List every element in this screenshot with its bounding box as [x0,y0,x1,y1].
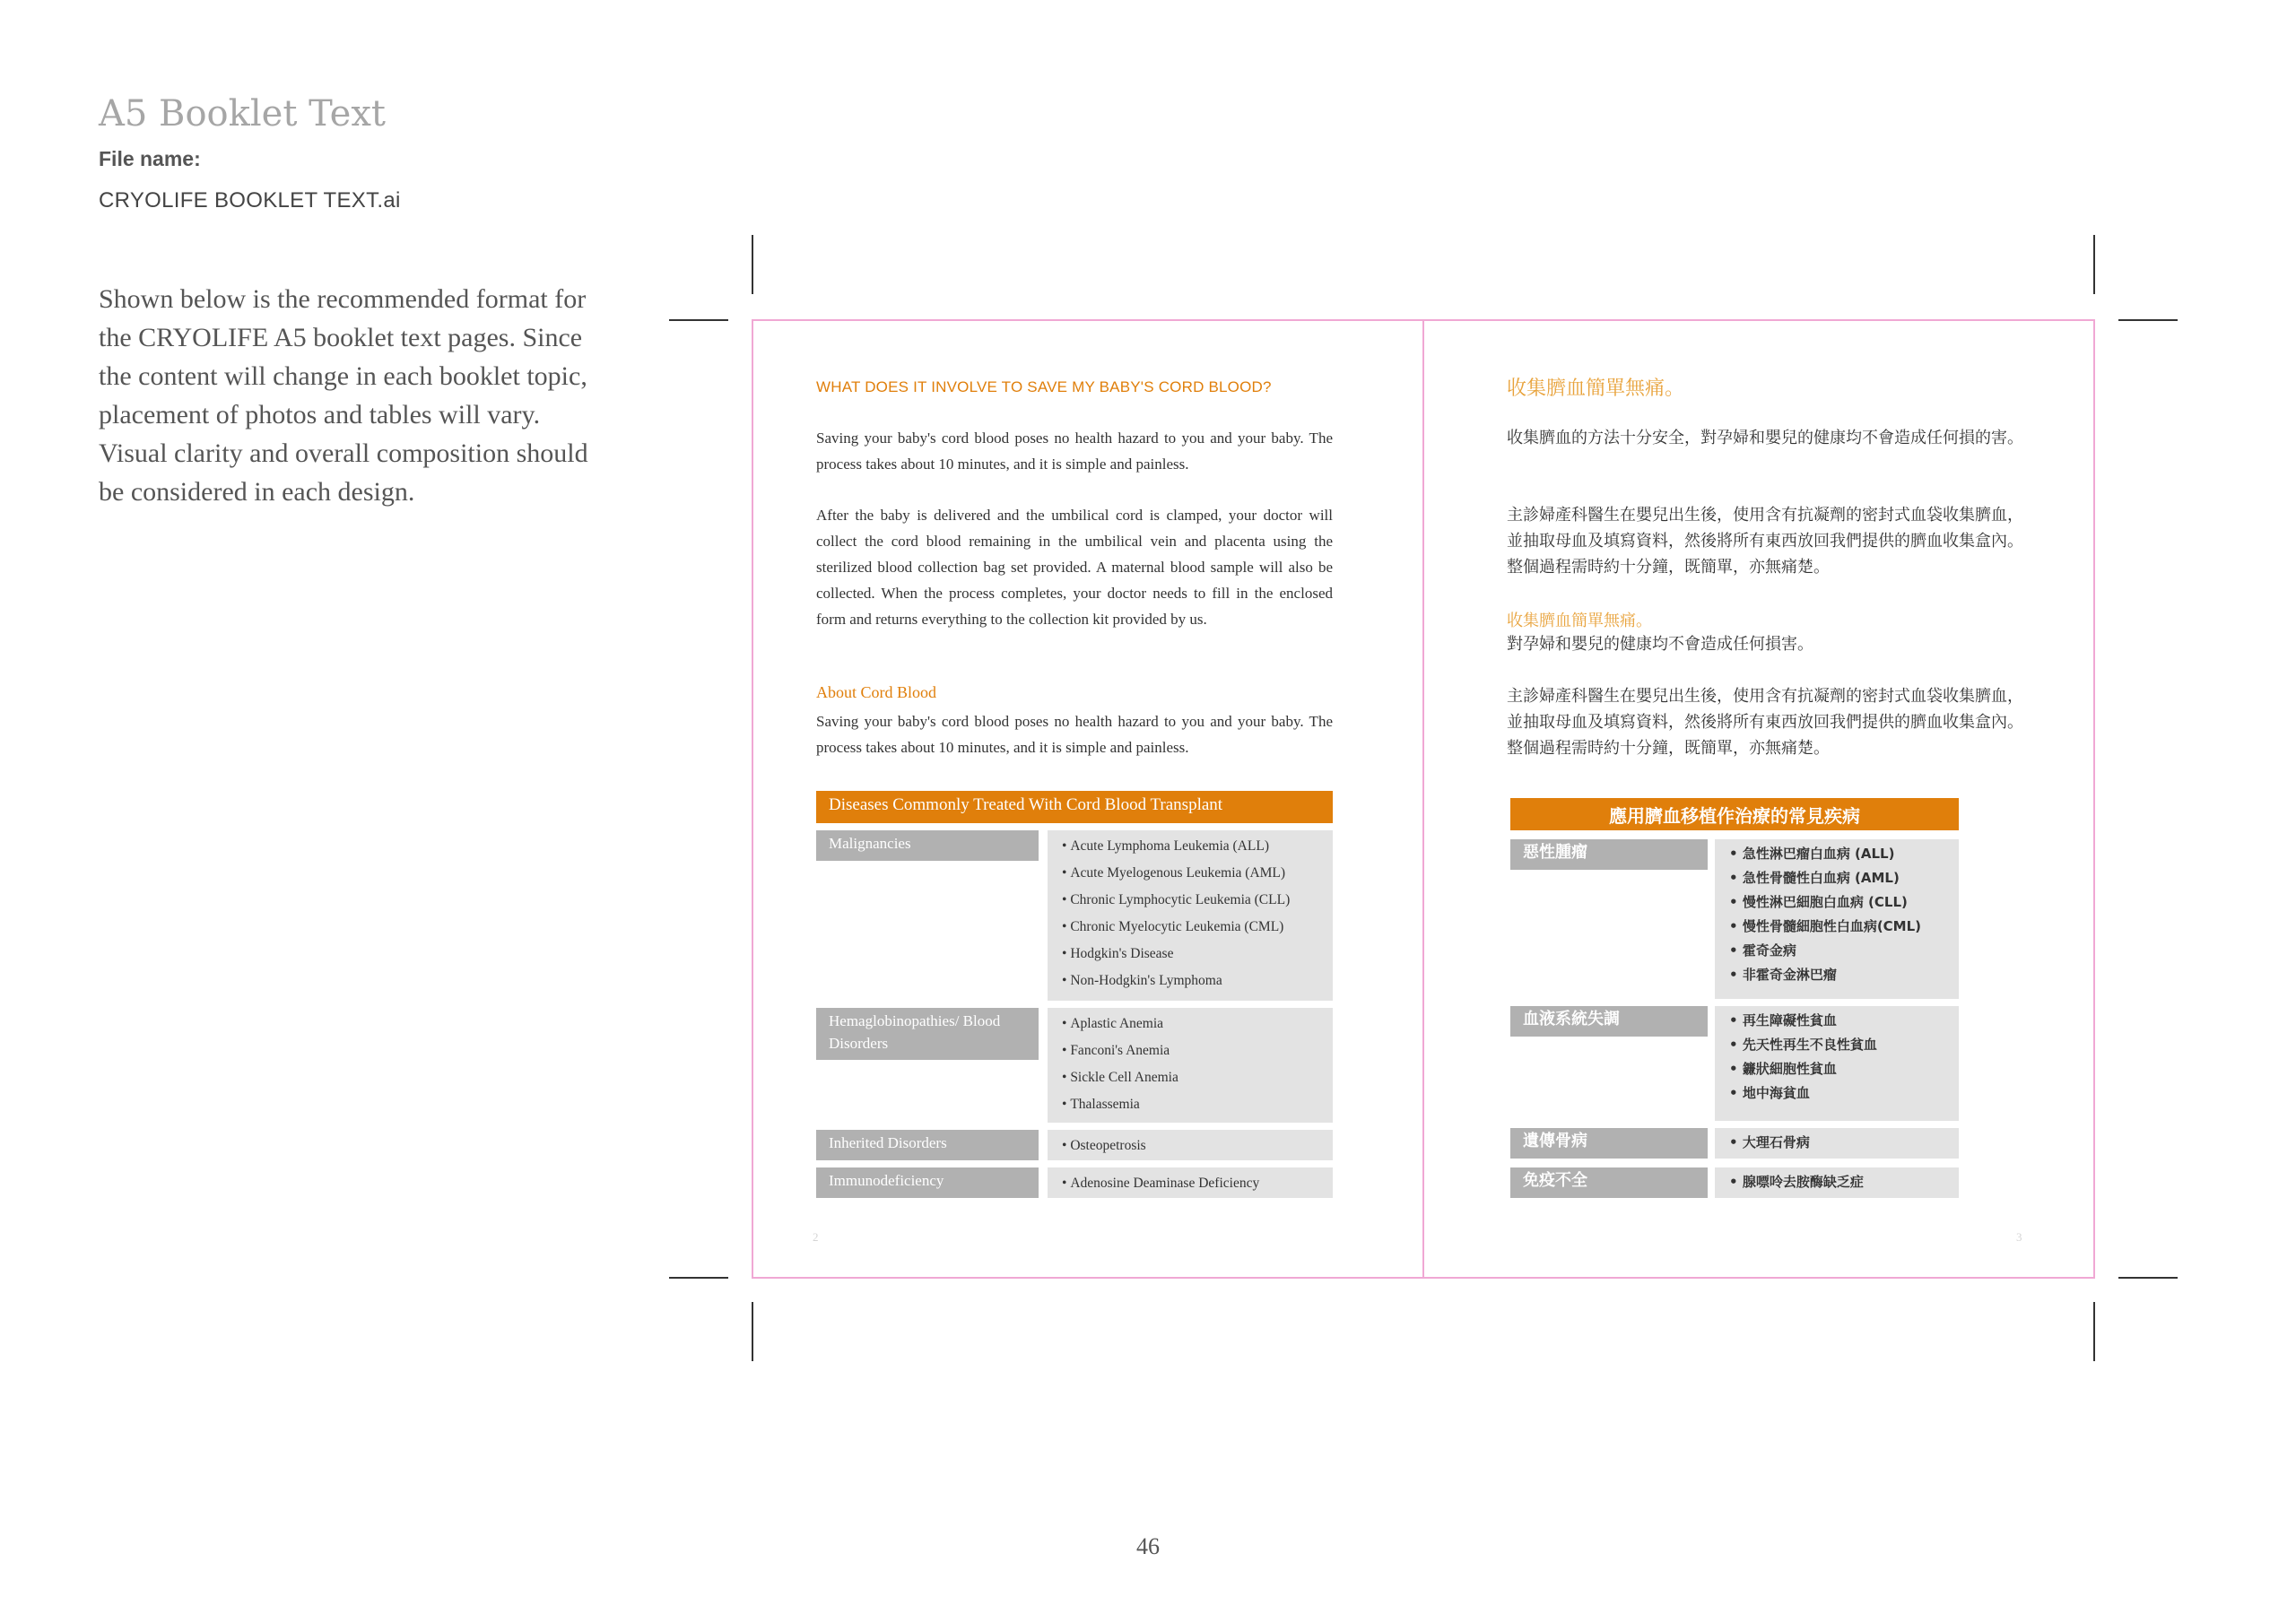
list-item: • 急性骨髓性白血病 (AML) [1729,866,1944,890]
list-item: • Sickle Cell Anemia [1062,1064,1318,1091]
right-page-number: 3 [2016,1230,2022,1244]
file-name-value: CRYOLIFE BOOKLET TEXT.ai [99,188,401,213]
disease-table-title: Diseases Commonly Treated With Cord Blood Transplant [816,791,1333,823]
list-item: • Acute Myelogenous Leukemia (AML) [1062,860,1318,887]
left-page-subheading: About Cord Blood [816,683,937,701]
list-item: • 非霍奇金淋巴瘤 [1729,963,1944,987]
left-page-para-3: Saving your baby's cord blood poses no health hazard to you and your baby. The process takes about 10 minutes, and it is simple and painless. [816,713,1333,756]
crop-mark [2118,1277,2178,1279]
file-name-label: File name: [99,147,201,170]
table-category: Inherited Disorders [816,1130,1039,1160]
list-item: • Osteopetrosis [1062,1133,1318,1159]
crop-mark [669,319,728,321]
crop-mark [752,1302,753,1361]
table-category: 惡性腫瘤 [1510,839,1708,870]
list-item: • Hodgkin's Disease [1062,941,1318,968]
table-items [1715,1167,1959,1198]
crop-mark [669,1277,728,1279]
list-item: • 腺嘌呤去胺酶缺乏症 [1729,1170,1944,1194]
list-item: • Fanconi's Anemia [1062,1037,1318,1064]
table-category: Hemaglobinopathies/ Blood Disorders [816,1008,1039,1060]
list-item: • 慢性骨髓細胞性白血病(CML) [1729,915,1944,939]
crop-mark [2118,319,2178,321]
list-item: • 慢性淋巴細胞白血病 (CLL) [1729,890,1944,915]
right-page-para-2: 主診婦產科醫生在嬰兒出生後，使用含有抗凝劑的密封式血袋收集臍血，並抽取母血及填寫資料，然後將所有東西放回我們提供的臍血收集盒內。整個過程需時約十分鐘，既簡單，亦無痛楚。 [1507,506,2023,577]
right-page-para-1: 收集臍血的方法十分安全，對孕婦和嬰兒的健康均不會造成任何損的害。 [1507,429,2023,447]
left-page-para-2: After the baby is delivered and the umbilical cord is clamped, your doctor will collect the cord blood remaining in the umbilical vein and placenta using the sterilized blood collection bag set provided. A maternal blood sample will also be collected. When the process completes, your doctor needs to fill in the enclosed form and returns everything to the collection kit provided by us. [816,507,1333,628]
table-items [1715,1128,1959,1159]
intro-paragraph: Shown below is the recommended format for the CRYOLIFE A5 booklet text pages. Since the content will change in each booklet topic, placement of photos and tables will vary. Visual clarity and overall composition should be considered in each design. [99,284,588,507]
list-item: • Thalassemia [1062,1091,1318,1118]
crop-mark [752,235,753,294]
right-page-sub-line: 對孕婦和嬰兒的健康均不會造成任何損害。 [1507,635,1813,654]
list-item: • Non-Hodgkin's Lymphoma [1062,968,1318,994]
list-item: • 再生障礙性貧血 [1729,1009,1944,1033]
list-item: • 急性淋巴瘤白血病 (ALL) [1729,842,1944,866]
list-item: • Acute Lymphoma Leukemia (ALL) [1062,833,1318,860]
table-category: 遺傳骨病 [1510,1128,1708,1159]
right-page-subheading: 收集臍血簡單無痛。 [1507,612,1652,630]
disease-table-title-zh: 應用臍血移植作治療的常見疾病 [1510,798,1959,830]
left-page-number: 2 [813,1230,819,1244]
left-page-heading: WHAT DOES IT INVOLVE TO SAVE MY BABY'S CORD BLOOD? [816,378,1272,395]
crop-mark [2093,1302,2095,1361]
crop-mark [2093,235,2095,294]
table-category: 血液系統失調 [1510,1006,1708,1037]
table-category: Immunodeficiency [816,1167,1039,1198]
list-item: • Chronic Lymphocytic Leukemia (CLL) [1062,887,1318,914]
spread-fold [1422,319,1424,1279]
table-items [1048,830,1333,1001]
right-page-heading: 收集臍血簡單無痛。 [1507,378,1685,400]
table-items [1715,1006,1959,1121]
list-item: • Aplastic Anemia [1062,1011,1318,1037]
list-item: • Chronic Myelocytic Leukemia (CML) [1062,914,1318,941]
table-items [1048,1167,1333,1198]
table-items [1715,839,1959,999]
list-item: • 鐮狀細胞性貧血 [1729,1057,1944,1081]
document-page-number: 46 [1136,1533,1160,1559]
list-item: • Adenosine Deaminase Deficiency [1062,1170,1318,1197]
table-category: Malignancies [816,830,1039,861]
page-title: A5 Booklet Text [99,93,386,135]
left-page-para-1: Saving your baby's cord blood poses no health hazard to you and your baby. The process takes about 10 minutes, and it is simple and painless. [816,430,1333,473]
table-items [1048,1008,1333,1123]
list-item: • 霍奇金病 [1729,939,1944,963]
table-category: 免疫不全 [1510,1167,1708,1198]
right-page-para-3: 主診婦產科醫生在嬰兒出生後，使用含有抗凝劑的密封式血袋收集臍血，並抽取母血及填寫資料，然後將所有東西放回我們提供的臍血收集盒內。整個過程需時約十分鐘，既簡單，亦無痛楚。 [1507,687,2023,758]
list-item: • 先天性再生不良性貧血 [1729,1033,1944,1057]
list-item: • 地中海貧血 [1729,1081,1944,1106]
list-item: • 大理石骨病 [1729,1131,1944,1155]
table-items [1048,1130,1333,1160]
